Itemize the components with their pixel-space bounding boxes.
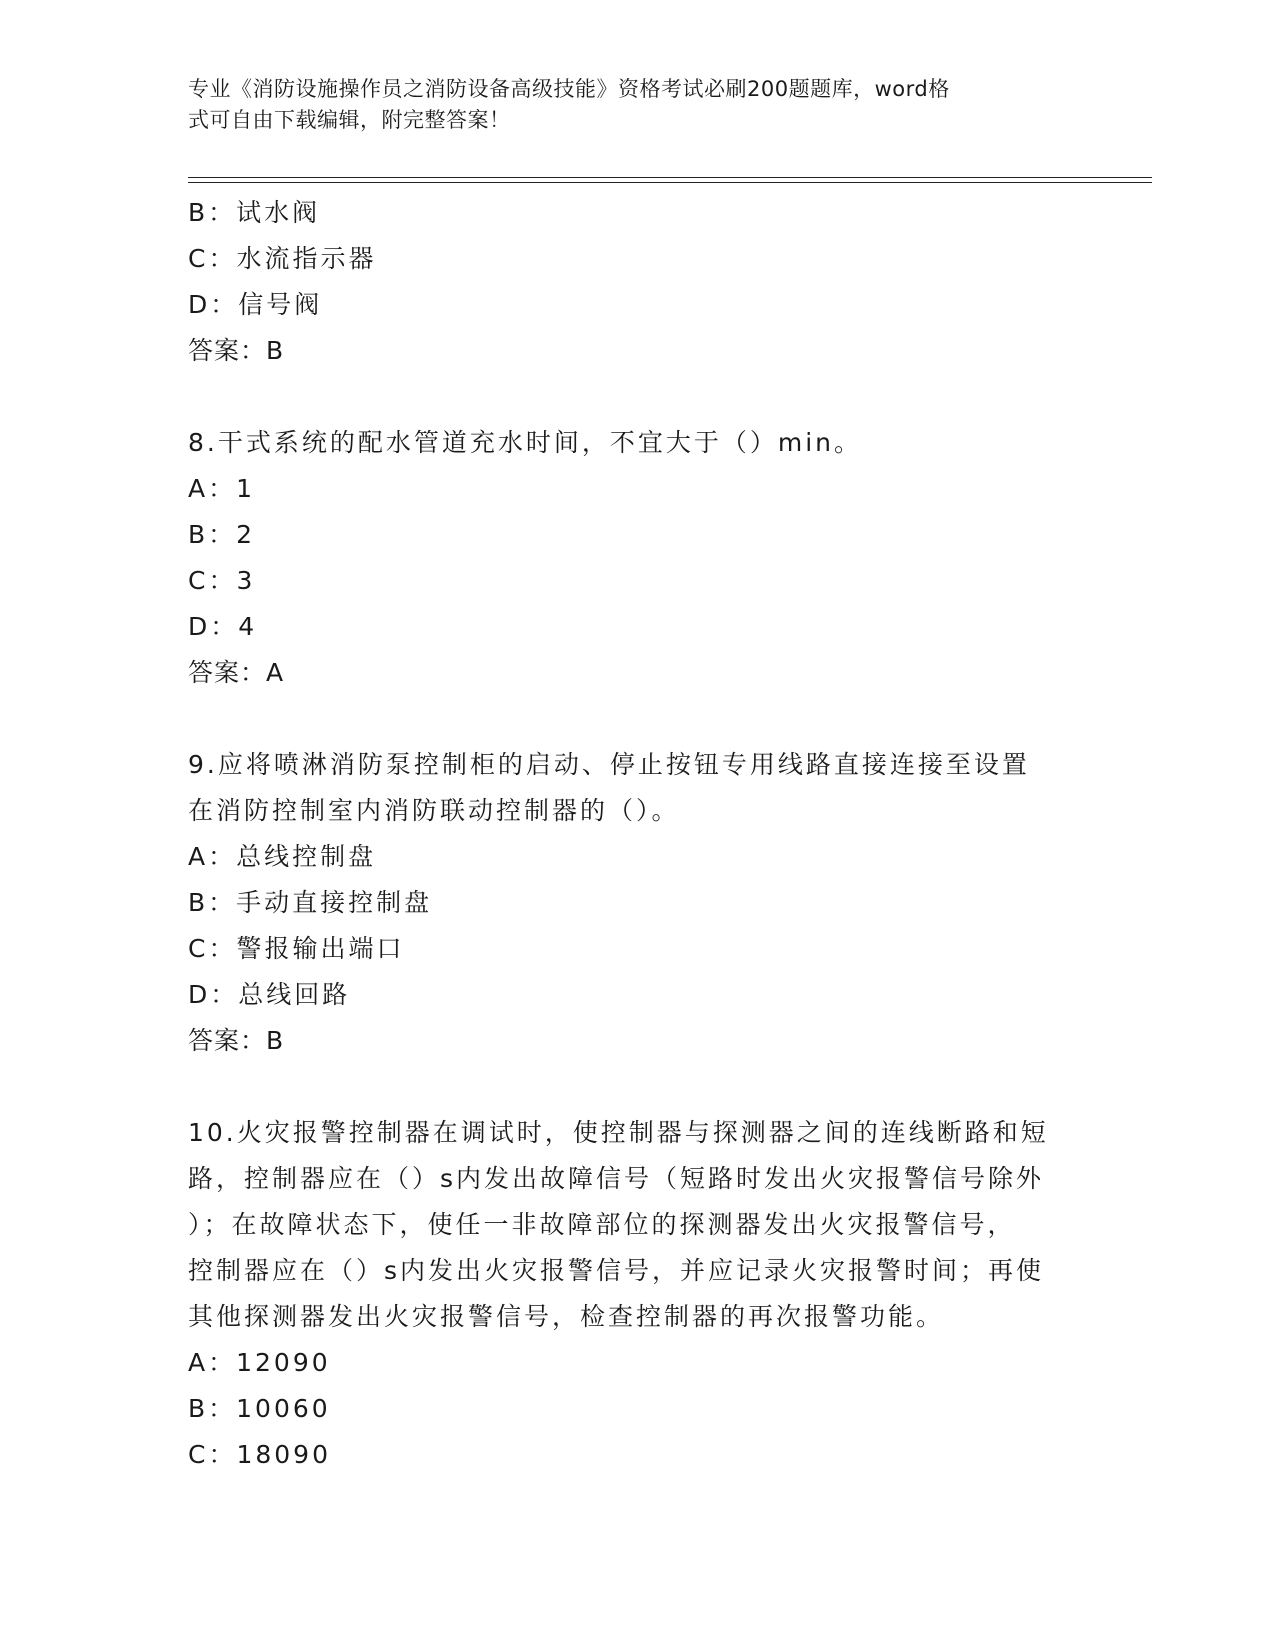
question-stem-line: 在消防控制室内消防联动控制器的（）。: [188, 796, 680, 825]
option-d: D：总线回路: [188, 980, 351, 1009]
question-9: [188, 742, 1088, 1064]
question-stem-line: 8.干式系统的配水管道充水时间，不宜大于（）min。: [188, 428, 862, 457]
option-c: C：18090: [188, 1440, 331, 1469]
question-list: [188, 190, 1088, 1478]
option-d: D：信号阀: [188, 290, 323, 319]
answer: 答案：A: [188, 658, 285, 687]
question-stem-line: 9.应将喷淋消防泵控制柜的启动、停止按钮专用线路直接连接至设置: [188, 750, 1030, 779]
question-stem-line: 路，控制器应在（）s内发出故障信号（短路时发出火灾报警信号除外: [188, 1164, 1045, 1193]
spacer: [188, 374, 1088, 420]
header-divider-bottom: [188, 182, 1152, 183]
question-stem-line: 其他探测器发出火灾报警信号，检查控制器的再次报警功能。: [188, 1302, 945, 1331]
header-title-line-2: 式可自由下载编辑，附完整答案！: [188, 108, 511, 132]
option-a: A：1: [188, 474, 256, 503]
option-a: A：12090: [188, 1348, 331, 1377]
header-title-line-1: 专业《消防设施操作员之消防设备高级技能》资格考试必刷200题题库，word格: [188, 77, 950, 101]
option-a: A：总线控制盘: [188, 842, 377, 871]
question-stem: [188, 742, 1088, 834]
option-d: D：4: [188, 612, 258, 641]
question-stem: [188, 420, 1088, 466]
question-stem-line: 控制器应在（）s内发出火灾报警信号，并应记录火灾报警时间；再使: [188, 1256, 1045, 1285]
option-c: C：3: [188, 566, 256, 595]
document-header: [188, 74, 1088, 136]
option-c: C：水流指示器: [188, 244, 377, 273]
header-divider-top: [188, 177, 1152, 178]
question-stem-line: ）；在故障状态下，使任一非故障部位的探测器发出火灾报警信号，: [188, 1210, 1016, 1239]
question-10: [188, 1110, 1088, 1478]
option-b: B：10060: [188, 1394, 331, 1423]
option-b: B：手动直接控制盘: [188, 888, 433, 917]
question-8: [188, 420, 1088, 696]
question-stem-line: 10.火灾报警控制器在调试时，使控制器与探测器之间的连线断路和短: [188, 1118, 1049, 1147]
answer: 答案：B: [188, 1026, 285, 1055]
answer: 答案：B: [188, 336, 285, 365]
option-b: B：2: [188, 520, 256, 549]
spacer: [188, 1064, 1088, 1110]
spacer: [188, 696, 1088, 742]
question-stem: [188, 1110, 1088, 1340]
question-7-tail: [188, 190, 1088, 374]
option-c: C：警报输出端口: [188, 934, 405, 963]
option-b: B：试水阀: [188, 198, 321, 227]
